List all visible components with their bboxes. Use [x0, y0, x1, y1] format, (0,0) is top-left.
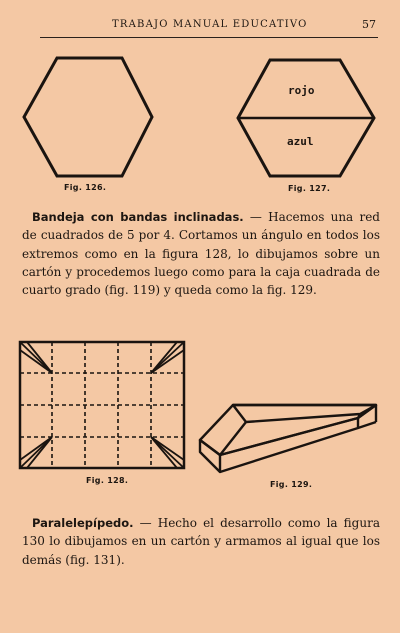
running-title: TRABAJO MANUAL EDUCATIVO [112, 19, 308, 30]
fig127-bottom-label: azul [287, 135, 314, 148]
tray-inner [233, 405, 376, 422]
hexagon-outline [24, 58, 152, 176]
net-corner-cuts [20, 342, 184, 468]
page-number: 57 [362, 18, 376, 31]
paragraph-bandeja [22, 208, 380, 299]
fig127-top-label: rojo [288, 84, 315, 97]
paragraph-heading: Bandeja con bandas inclinadas. [32, 210, 244, 224]
figure-128-caption: Fig. 128. [86, 476, 129, 485]
figure-129-caption: Fig. 129. [270, 480, 313, 489]
paragraph-body: — Hecho el desarrollo como la figura 130 lo dibujamos en un cartón y armamos al igual que los demás (fig. 131). [22, 516, 380, 567]
paragraph-body: — Hacemos una red de cuadrados de 5 por 4. Cortamos un ángulo en todos los extremos como en la figura 128, lo dibujamos sobre un cartón y procedemos luego como para la caja cuadrada de cuarto grado (fig. 119) y queda como la fig. 129. [22, 210, 380, 298]
figure-127-caption: Fig. 127. [288, 184, 331, 193]
net-outline [20, 342, 184, 468]
figure-126-caption: Fig. 126. [64, 183, 107, 192]
tray-rim [200, 405, 376, 455]
paragraph-paralelepipedo [22, 514, 380, 569]
paragraph-heading: Paralelepípedo. [32, 516, 134, 530]
tray-base [200, 418, 358, 472]
net-dashed-lines [20, 342, 184, 468]
running-head [40, 17, 378, 38]
split-hexagon-outline [238, 60, 374, 176]
